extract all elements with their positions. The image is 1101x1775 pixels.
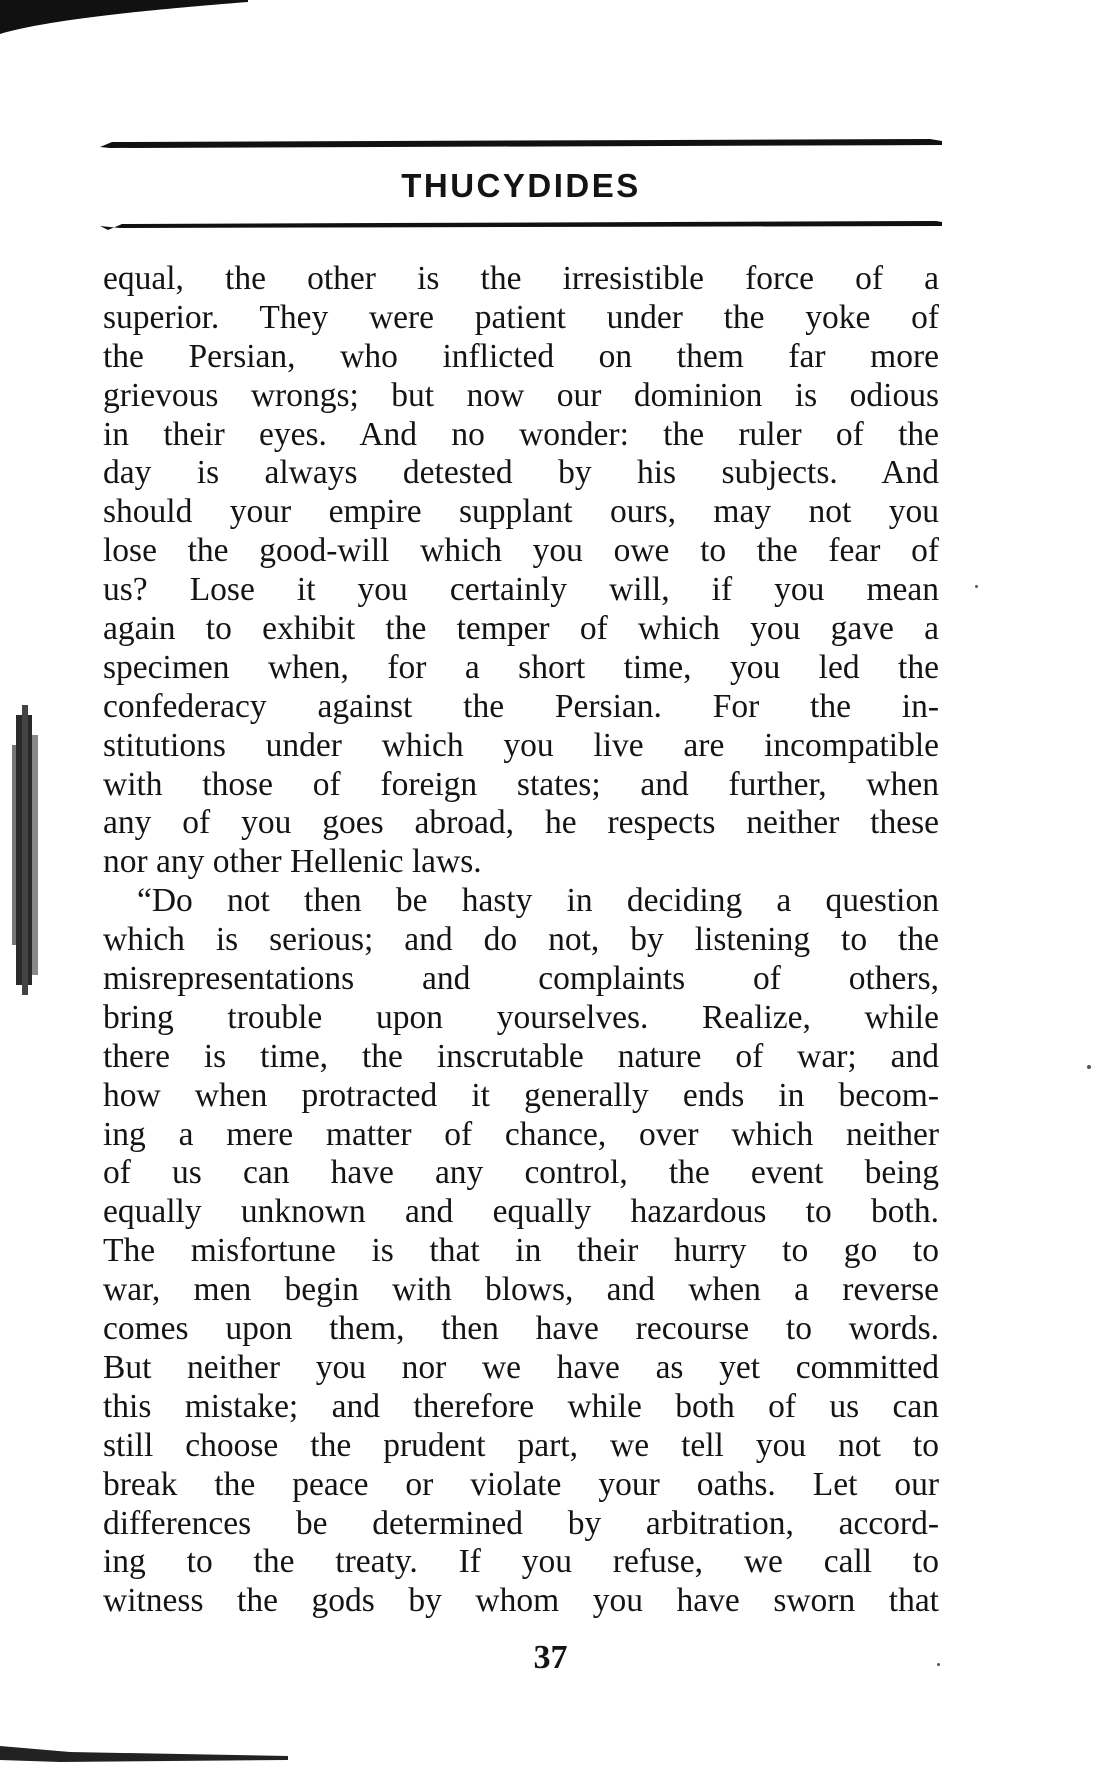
text-line: bring trouble upon yourselves. Realize, while (103, 998, 939, 1036)
text-line: witness the gods by whom you have sworn that (103, 1582, 939, 1620)
text-line: any of you goes abroad, he respects neither these (103, 804, 939, 842)
text-line: of us can have any control, the event being (103, 1154, 939, 1192)
text-line: The misfortune is that in their hurry to go to (103, 1232, 939, 1270)
text-line: specimen when, for a short time, you led the (103, 648, 939, 686)
text-line: should your empire supplant ours, may not you (103, 493, 939, 531)
scan-speck (1087, 1065, 1091, 1069)
scan-edge-mark-bottom (0, 1740, 290, 1775)
text-line: there is time, the inscrutable nature of war; and (103, 1037, 939, 1075)
text-line: in their eyes. And no wonder: the ruler of the (103, 415, 939, 453)
text-line: how when protracted it generally ends in becom- (103, 1076, 939, 1114)
body-text (103, 260, 939, 1621)
text-line: day is always detested by his subjects. And (103, 454, 939, 492)
text-line: lose the good-will which you owe to the fear of (103, 532, 939, 570)
text-line: this mistake; and therefore while both of us can (103, 1387, 939, 1425)
running-head: THUCYDIDES (401, 167, 641, 204)
text-line: confederacy against the Persian. For the in- (103, 687, 939, 725)
text-line: equally unknown and equally hazardous to both. (103, 1193, 939, 1231)
text-line: again to exhibit the temper of which you gave a (103, 610, 939, 648)
scan-speck (975, 585, 978, 588)
text-line: stitutions under which you live are incompatible (103, 726, 939, 764)
header-rule-top (100, 135, 942, 149)
text-line: with those of foreign states; and further, when (103, 765, 939, 803)
text-line: misrepresentations and complaints of others, (103, 960, 939, 998)
text-line: war, men begin with blows, and when a reverse (103, 1271, 939, 1309)
text-line: superior. They were patient under the yoke of (103, 298, 939, 336)
text-line: differences be determined by arbitration, accord- (103, 1504, 939, 1542)
text-line: ing to the treaty. If you refuse, we call to (103, 1543, 939, 1581)
text-line: comes upon them, then have recourse to words. (103, 1310, 939, 1348)
text-line: ing a mere matter of chance, over which neither (103, 1115, 939, 1153)
text-line: still choose the prudent part, we tell you not to (103, 1426, 939, 1464)
text-line: But neither you nor we have as yet committed (103, 1348, 939, 1386)
scan-edge-mark-top (0, 0, 250, 40)
text-line: “Do not then be hasty in deciding a question (137, 882, 939, 920)
text-line: grievous wrongs; but now our dominion is odious (103, 376, 939, 414)
text-line: which is serious; and do not, by listening to the (103, 921, 939, 959)
binding-shadow (2, 705, 42, 995)
page-number: 37 (533, 1639, 568, 1676)
text-line: nor any other Hellenic laws. (103, 843, 482, 881)
text-line: equal, the other is the irresistible force of a (103, 260, 939, 297)
text-line: us? Lose it you certainly will, if you mean (103, 571, 939, 609)
header-rule-bottom (100, 217, 942, 231)
text-line: break the peace or violate your oaths. Let our (103, 1465, 939, 1503)
text-line: the Persian, who inflicted on them far more (103, 337, 939, 375)
